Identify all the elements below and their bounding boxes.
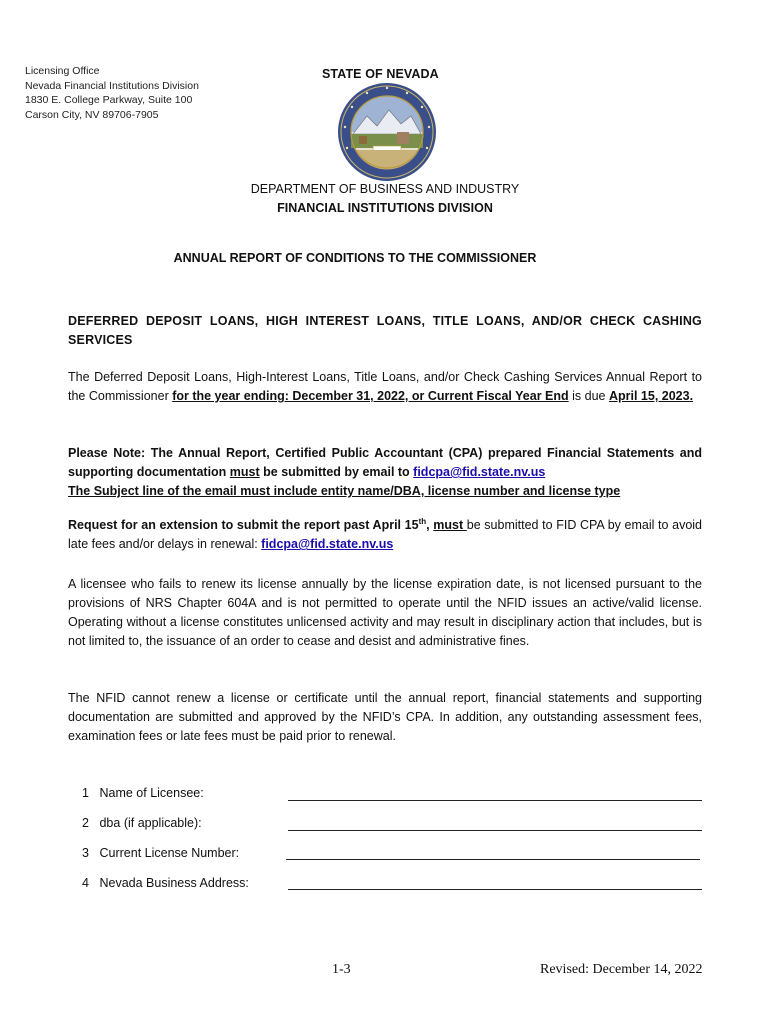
renewal-paragraph: The NFID cannot renew a license or certificate until the annual report, financial statements and supporting documentation are submitted and approved by the NFID’s CPA. In addition, any outstanding assessment fees, examination fees or late fees must be paid prior to renewal. (68, 691, 702, 743)
extension-paragraph (68, 512, 702, 554)
subject-line-requirement: The Subject line of the email must include entity name/DBA, license number and license type (68, 484, 621, 498)
intro-text: The Deferred Deposit Loans, High-Interest Loans, Title Loans, and/or Check Cashing Services Annual Report to the Commissioner (68, 370, 702, 403)
field-business-address (82, 876, 249, 890)
license-paragraph: A licensee who fails to renew its license annually by the license expiration date, is not licensed pursuant to the provisions of NRS Chapter 604A and is not permitted to operate until the NFID issues an active/valid license. Operating without a license constitutes unlicensed activity and may result in disciplinary action that includes, but is not limited to, the issuance of an order to cease and desist and administrative fines. (68, 577, 702, 648)
submission-note (68, 444, 702, 501)
department-name: DEPARTMENT OF BUSINESS AND INDUSTRY (250, 182, 520, 196)
state-heading: STATE OF NEVADA (322, 67, 439, 81)
extension-comma: , (426, 518, 434, 533)
nevada-seal-icon (337, 82, 437, 182)
revision-date: Revised: December 14, 2022 (540, 962, 703, 977)
page-number: 1-3 (332, 962, 351, 977)
field-label: Name of Licensee: (99, 786, 204, 800)
section-heading: DEFERRED DEPOSIT LOANS, HIGH INTEREST LOANS, TITLE LOANS, AND/OR CHECK CASHING SERVICES (68, 314, 702, 347)
extension-superscript: th (418, 517, 427, 526)
division-heading: FINANCIAL INSTITUTIONS DIVISION (277, 201, 493, 215)
office-address (25, 64, 199, 122)
licensee-name-input-line[interactable] (288, 800, 702, 801)
extension-text-2: be submitted to FID CPA by email to avoid late fees and/or delays in renewal: (68, 518, 703, 552)
extension-email-link[interactable]: fidcpa@fid.state.nv.us (261, 537, 394, 552)
field-label: Nevada Business Address: (99, 876, 249, 890)
city-state-zip: Carson City, NV 89706-7905 (25, 108, 159, 121)
field-label: Current License Number: (99, 846, 240, 860)
business-address-input-line[interactable] (288, 889, 702, 890)
field-license-number (82, 846, 239, 860)
field-number: 1 (82, 786, 89, 800)
due-date: April 15, 2023. (608, 389, 694, 403)
intro-paragraph (68, 368, 702, 406)
field-label: dba (if applicable): (99, 816, 202, 830)
field-licensee-name (82, 786, 204, 800)
extension-text: Request for an extension to submit the report past April 15 (68, 518, 419, 533)
year-ending-phrase: for the year ending: December 31, 2022, or Current Fiscal Year End (172, 389, 569, 403)
note-must: must (229, 465, 260, 479)
license-number-input-line[interactable] (286, 859, 700, 860)
extension-must: must (433, 518, 467, 533)
dba-input-line[interactable] (288, 830, 702, 831)
field-dba (82, 816, 202, 830)
email-link[interactable]: fidcpa@fid.state.nv.us (413, 465, 546, 479)
field-number: 3 (82, 846, 89, 860)
due-text: is due (568, 389, 609, 403)
division-name: Nevada Financial Institutions Division (25, 79, 199, 92)
street-address: 1830 E. College Parkway, Suite 100 (25, 94, 193, 106)
report-title: ANNUAL REPORT OF CONDITIONS TO THE COMMISSIONER (173, 251, 537, 265)
field-number: 4 (82, 876, 89, 890)
note-text-2: be submitted by email to (259, 465, 414, 479)
field-number: 2 (82, 816, 89, 830)
note-text: Please Note: The Annual Report, Certified Public Accountant (CPA) prepared Financial Statements and supporting documentation (68, 446, 702, 479)
office-name: Licensing Office (25, 65, 100, 77)
